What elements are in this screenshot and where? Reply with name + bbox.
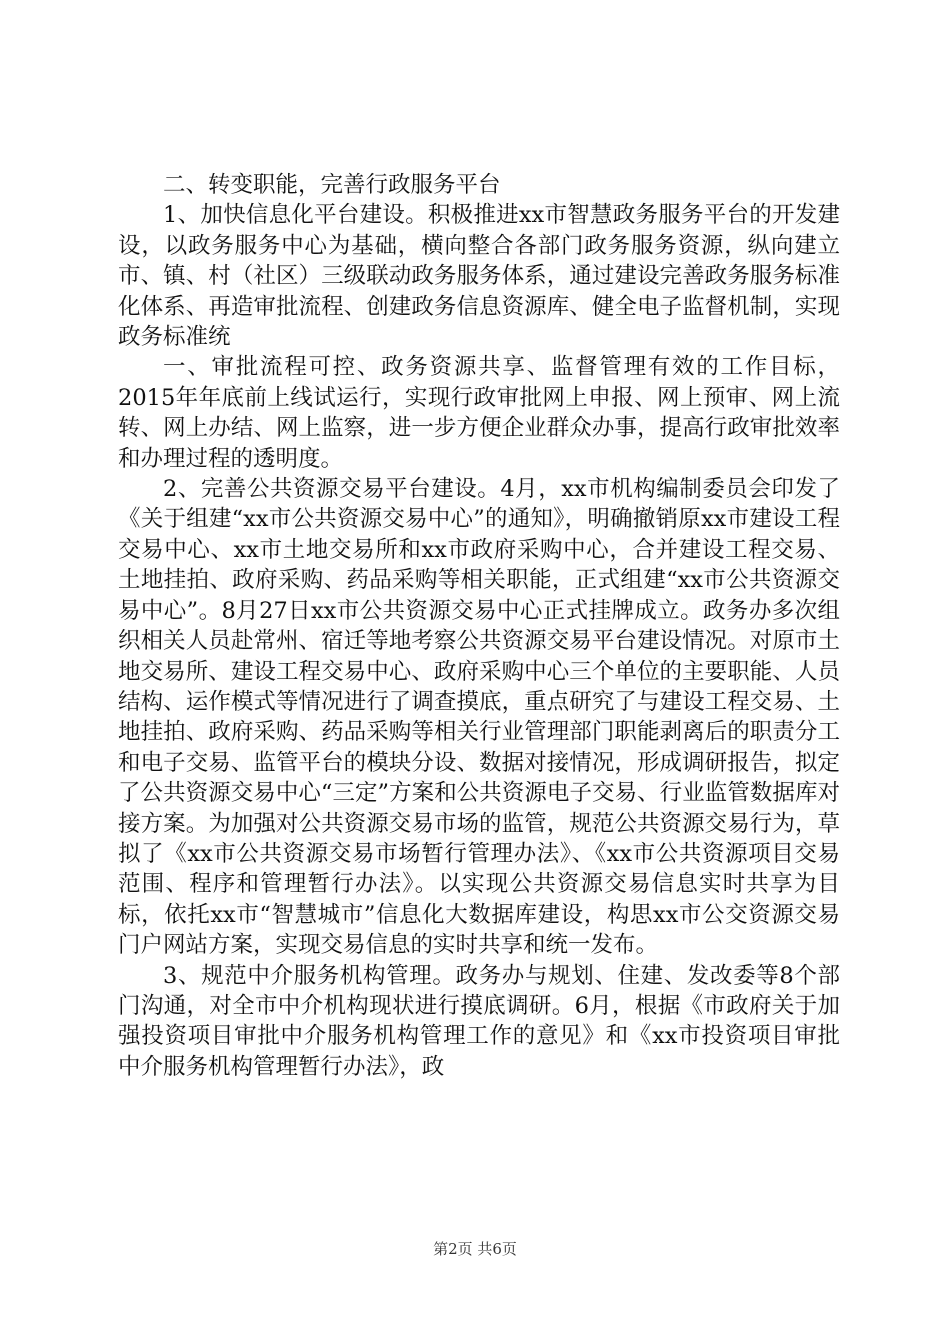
paragraph: 一、审批流程可控、政务资源共享、监督管理有效的工作目标，2015年年底前上线试运行，实现行政审批网上申报、网上预审、网上流转、网上办结、网上监察，进一步方便企业群众办事，提高行政审批效率和办理过程的透明度。 (118, 354, 840, 472)
paragraph: 3、规范中介服务机构管理。政务办与规划、住建、发改委等8个部门沟通，对全市中介机构现状进行摸底调研。6月，根据《市政府关于加强投资项目审批中介服务机构管理工作的意见》和《xx市投资项目审批中介服务机构管理暂行办法》，政 (118, 962, 840, 1080)
paragraph: 2、完善公共资源交易平台建设。4月，xx市机构编制委员会印发了《关于组建“xx市公共资源交易中心”的通知》，明确撤销原xx市建设工程交易中心、xx市土地交易所和xx市政府采购中心，合并建设工程交易、土地挂拍、政府采购、药品采购等相关职能，正式组建“xx市公共资源交易中心”。8月27日xx市公共资源交易中心正式挂牌成立。政务办多次组织相关人员赴常州、宿迁等地考察公共资源交易平台建设情况。对原市土地交易所、建设工程交易中心、政府采购中心三个单位的主要职能、人员结构、运作模式等情况进行了调查摸底，重点研究了与建设工程交易、土地挂拍、政府采购、药品采购等相关行业管理部门职能剥离后的职责分工和电子交易、监管平台的模块分设、数据对接情况，形成调研报告，拟定了公共资源交易中心“三定”方案和公共资源电子交易、行业监管数据库对接方案。为加强对公共资源交易市场的监管，规范公共资源交易行为，草拟了《xx市公共资源交易市场暂行管理办法》、《xx市公共资源项目交易范围、程序和管理暂行办法》。以实现公共资源交易信息实时共享为目标，依托xx市“智慧城市”信息化大数据库建设，构思xx市公交资源交易门户网站方案，实现交易信息的实时共享和统一发布。 (118, 476, 840, 959)
page-number-footer: 第2页 共6页 (433, 1240, 517, 1258)
paragraph: 1、加快信息化平台建设。积极推进xx市智慧政务服务平台的开发建设，以政务服务中心为基础，横向整合各部门政务服务资源，纵向建立市、镇、村（社区）三级联动政务服务体系，通过建设完善政务服务标准化体系、再造审批流程、创建政务信息资源库、健全电子监督机制，实现政务标准统 (118, 202, 840, 351)
document-body (118, 170, 840, 1082)
section-heading: 二、转变职能，完善行政服务平台 (163, 172, 501, 198)
